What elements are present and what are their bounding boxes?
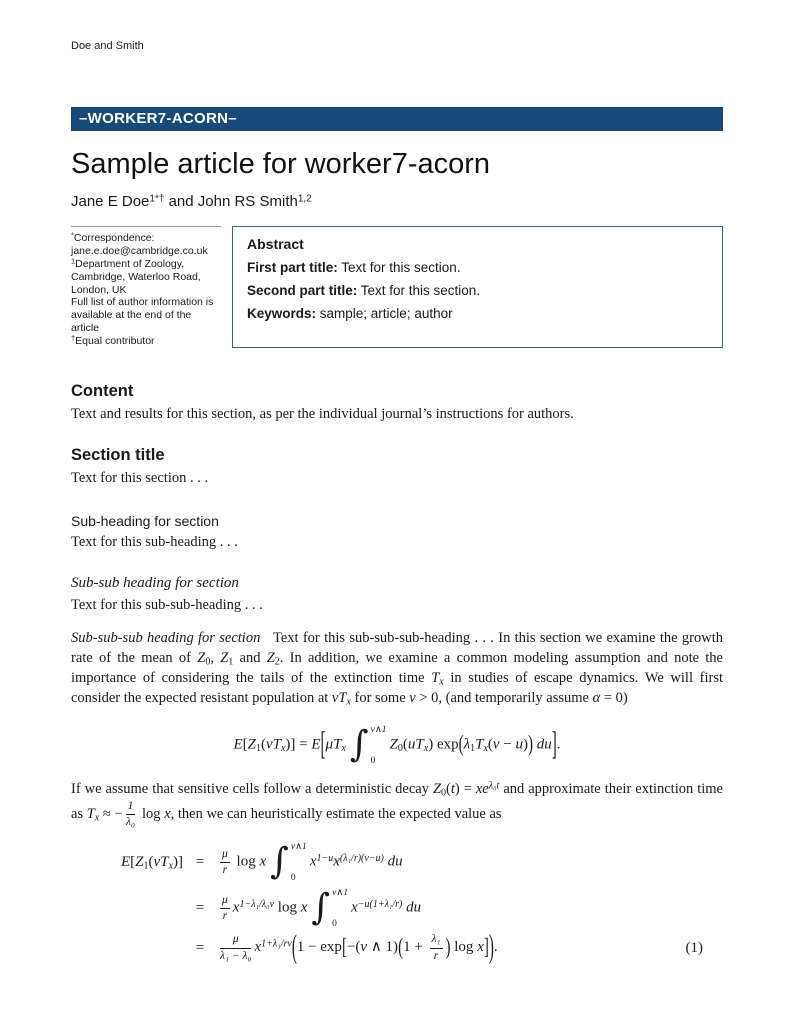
fraction: $\frac{\mu}{r}$: [222, 893, 228, 922]
authors-line: [71, 193, 723, 210]
sidebar-line: $^1$Department of Zoology,: [71, 256, 185, 270]
equation-array: [71, 841, 723, 966]
abstract-item: [247, 306, 708, 321]
abstract-item-text: Text for this section.: [357, 283, 481, 299]
abstract-item: [247, 260, 708, 275]
abstract-item-text: sample; article; author: [316, 306, 453, 322]
correspondence-rule: [71, 226, 221, 227]
equation-rhs: $\frac{\mu}{r}$ log x ∫ v∧1 0 $x^{1-u}x^{(\lambda_1/r)(v-u)}$ du: [222, 841, 403, 884]
content-body: Text and results for this section, as per the individual journal’s instructions for authors.: [71, 405, 574, 422]
subheading-body: Text for this sub-heading . . .: [71, 533, 238, 550]
correspondence-block: [71, 226, 221, 347]
running-head: Doe and Smith: [71, 40, 144, 52]
fraction: $\frac{\mu}{\text{λ₁ − λ₀}}$: [220, 933, 252, 962]
equation-rhs: $\frac{\mu}{r}$ $x^{1-\lambda_1/\lambda_0v}$ log x ∫ v∧1 0 $x^{-u(1+\lambda_1/r)}$ du: [222, 887, 422, 930]
abstract-item-label: Keywords:: [247, 306, 317, 322]
integral: ∫ v∧1 0: [349, 724, 387, 767]
author-2-superscript: 1,2: [297, 193, 312, 205]
equals-sign: =: [195, 899, 205, 916]
equals-sign: =: [195, 853, 205, 870]
abstract-item-label: Second part title:: [247, 283, 358, 299]
fraction: $\frac{1}{\text{λ₀}}$: [126, 799, 135, 829]
equation-row: [121, 841, 703, 883]
equation-row: [121, 887, 703, 929]
sidebar-line: †Equal contributor: [71, 333, 155, 347]
abstract-item: [247, 283, 708, 298]
integral: ∫ v∧1 0: [311, 887, 349, 930]
sidebar-line: Full list of author information is: [71, 296, 214, 309]
author-2-name: John RS Smith: [197, 193, 298, 211]
abstract-heading: Abstract: [247, 236, 304, 253]
equals-sign: =: [195, 939, 205, 956]
author-1-name: Jane E Doe: [71, 193, 150, 211]
sidebar-line: *Correspondence:: [71, 230, 155, 245]
abstract-item-label: First part title:: [247, 260, 338, 276]
equation-row: [121, 930, 703, 966]
paragraph-subsubsub: Sub-sub-sub heading for section Text for this sub-sub-sub-heading . . . In this section we examine the growth rate of the mean of $Z_0$, $Z_1$ and $Z_2$. In addition, we examine a common modeling assumption and note the importance of considering the tails of the extinction time $T_x$ in studies of escape dynamics. We will first consider the expected resistant population at $vT_x$ for some v > 0, (and temporarily assume α = 0): [71, 630, 723, 708]
equation-rhs: $\frac{\mu}{\text{λ₁ − λ₀}}$ $x^{1+\lambda_1/rv}(1 - \exp[-(v$ ∧ 1)(1 + $\frac{\text{λ₁}}{r}$ ) log x]).: [220, 930, 498, 966]
abstract-item-text: Text for this section.: [337, 260, 461, 276]
author-1-superscript: 1*†: [149, 193, 165, 205]
main-content-column: [71, 381, 723, 966]
authors-joiner: and: [164, 193, 198, 211]
sidebar-line: Cambridge, Waterloo Road,: [71, 270, 201, 283]
section-heading: Section title: [71, 446, 165, 465]
integral: ∫ v∧1 0: [270, 841, 307, 884]
paragraph-estimate: If we assume that sensitive cells follow a deterministic decay $Z_0(t) = xe^{\lambda_0t}$ and approximate their extinction time as $T_x$ ≈ − $\frac{1}{\text{λ₀}}$ log x, then we can heuristically estimate the expected value as: [71, 780, 723, 829]
abstract-box: [232, 226, 723, 347]
equation-number: (1): [685, 939, 703, 956]
subheading: Sub-heading for section: [71, 512, 219, 529]
display-equation: $E[Z_1(vT_x)] = E[\mu T_x$ ∫ v∧1 0 $Z_0(uT_x) \exp(\lambda_1T_x(v - u))$ du].: [233, 724, 561, 767]
article-type-banner: –WORKER7-ACORN–: [71, 107, 723, 131]
equation-lhs: $E[Z_1(vT_x)]$: [121, 853, 183, 872]
sidebar-line: London, UK: [71, 283, 127, 296]
subsubheading-body: Text for this sub-sub-heading . . .: [71, 596, 263, 613]
sidebar-line: available at the end of the article: [71, 309, 192, 334]
subsubheading: Sub-sub heading for section: [71, 574, 239, 591]
section-body: Text for this section . . .: [71, 470, 209, 487]
fraction: $\frac{\mu}{r}$: [222, 847, 228, 876]
article-title: Sample article for worker7-acorn: [71, 148, 491, 180]
sidebar-line-email: jane.e.doe@cambridge.co.uk: [71, 245, 208, 258]
fraction: $\frac{\text{λ₁}}{r}$: [431, 933, 441, 962]
header-columns: [71, 226, 723, 347]
content-heading: Content: [71, 381, 134, 400]
